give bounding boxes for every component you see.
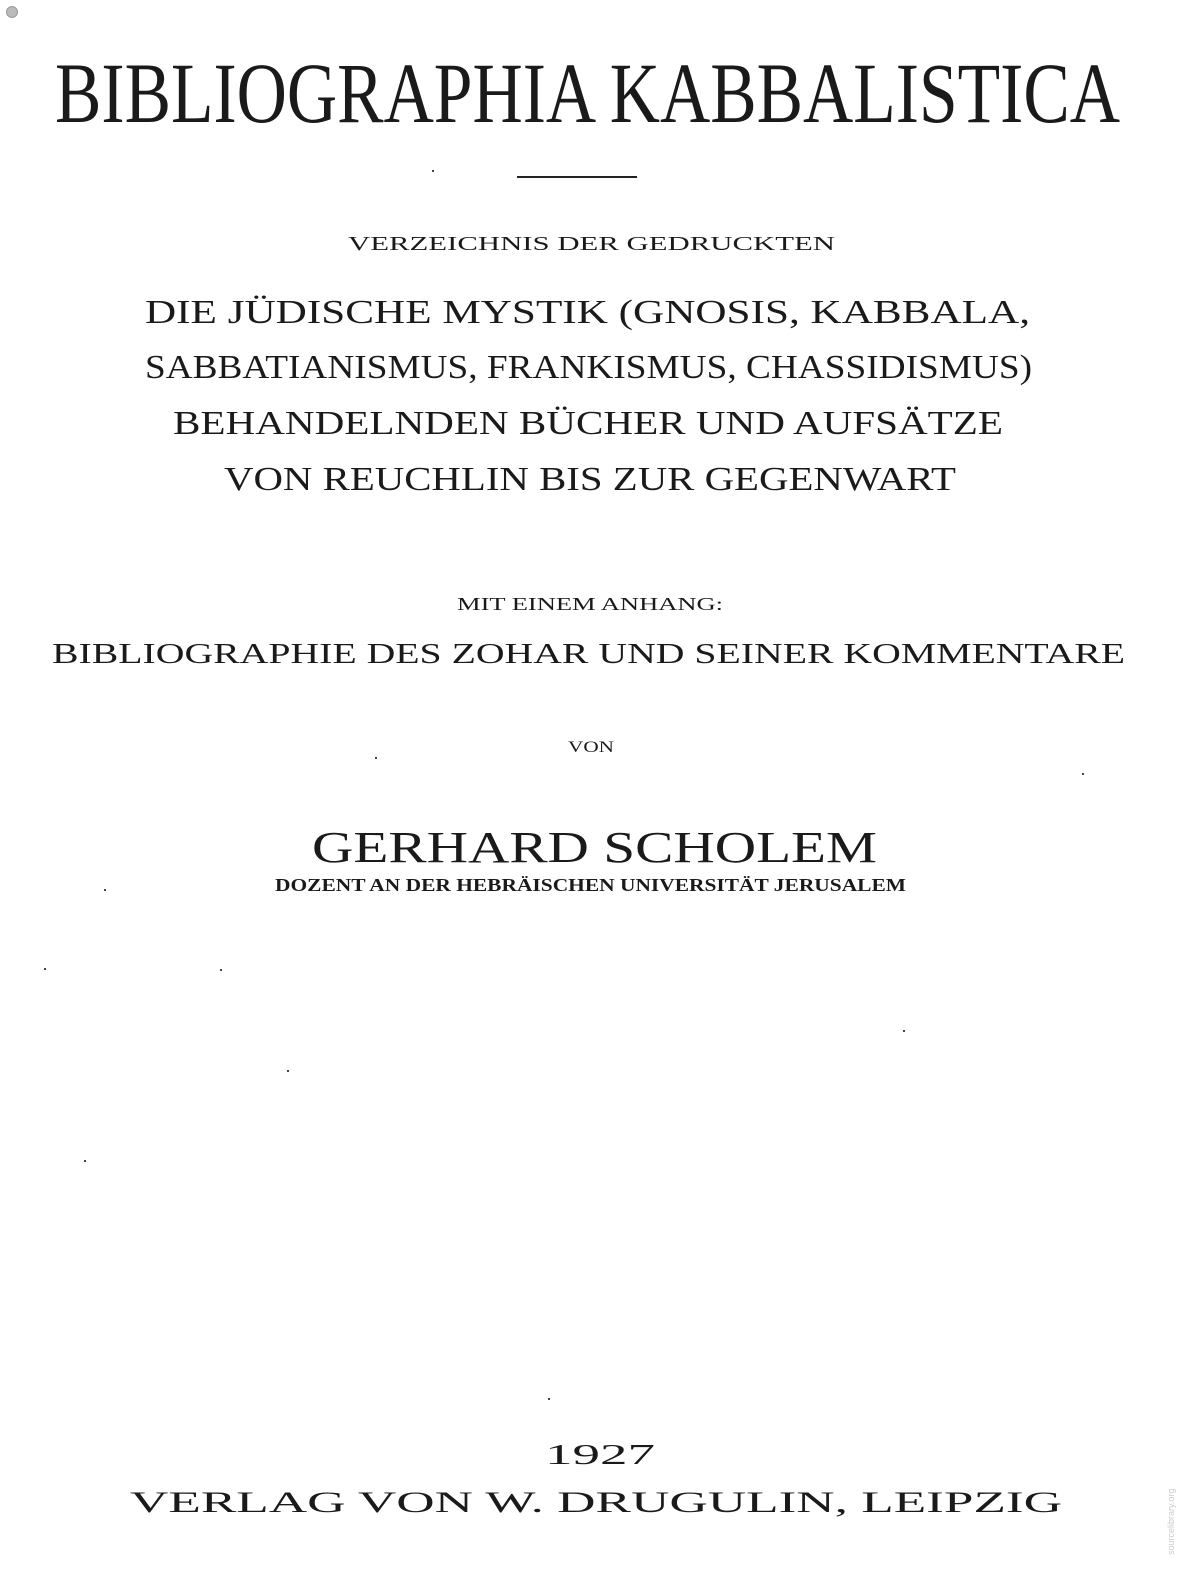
scan-speck — [104, 889, 106, 891]
title-divider — [517, 176, 637, 178]
scan-speck — [287, 1070, 289, 1072]
publisher: VERLAG VON W. DRUGULIN, LEIPZIG — [130, 1486, 1062, 1519]
watermark: sourcelibrary.org — [1166, 1488, 1176, 1555]
scan-speck — [1082, 773, 1084, 775]
scan-speck — [44, 968, 46, 970]
scan-speck — [548, 1398, 550, 1400]
appendix-label: MIT EINEM ANHANG: — [457, 594, 723, 614]
scan-speck — [375, 757, 377, 759]
scan-speck — [84, 1160, 86, 1162]
subtitle-line: SABBATIANISMUS, FRANKISMUS, CHASSIDISMUS) — [145, 349, 1032, 386]
subtitle-line: DIE JÜDISCHE MYSTIK (GNOSIS, KABBALA, — [145, 294, 1030, 331]
subtitle-line: VON REUCHLIN BIS ZUR GEGENWART — [224, 461, 956, 498]
by-label: VON — [568, 739, 614, 756]
scan-speck — [903, 1030, 905, 1032]
subtitle-line: BEHANDELNDEN BÜCHER UND AUFSÄTZE — [173, 405, 1003, 442]
author-affiliation: DOZENT AN DER HEBRÄISCHEN UNIVERSITÄT JERUSALEM — [275, 875, 906, 895]
scan-speck — [220, 969, 222, 971]
book-title: BIBLIOGRAPHIA KABBALISTICA — [55, 45, 1120, 141]
subtitle-intro: VERZEICHNIS DER GEDRUCKTEN — [348, 233, 835, 255]
scan-speck — [432, 170, 434, 172]
publication-year: 1927 — [545, 1440, 655, 1471]
author-name: GERHARD SCHOLEM — [312, 823, 877, 872]
page-indicator-icon — [6, 6, 18, 18]
appendix-title: BIBLIOGRAPHIE DES ZOHAR UND SEINER KOMMENTARE — [52, 638, 1125, 670]
